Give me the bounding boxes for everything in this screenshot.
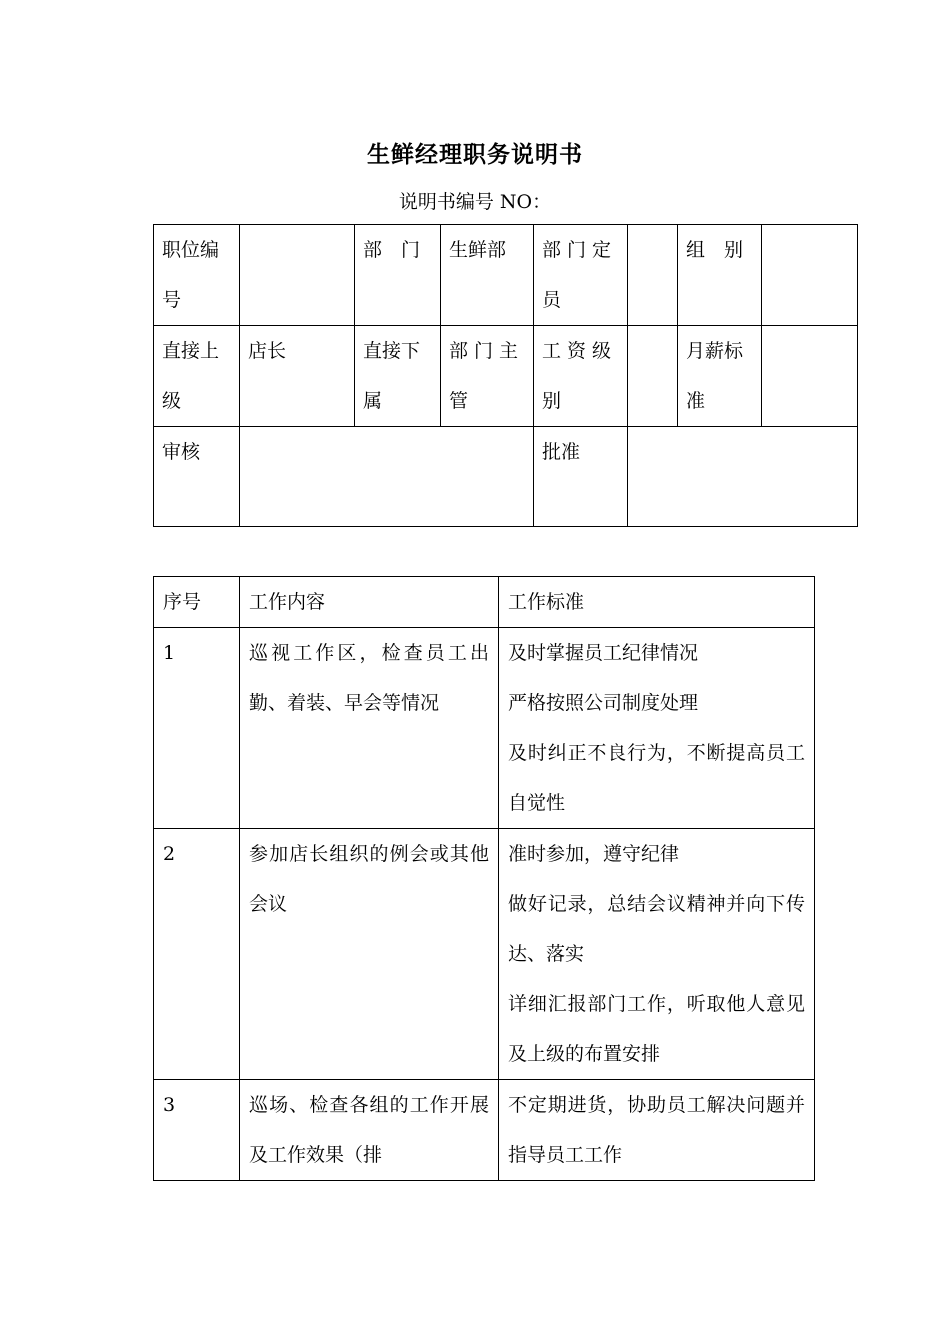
row-no: 1 xyxy=(154,628,240,829)
monthly-salary-value xyxy=(762,326,858,427)
department-value: 生鲜部 xyxy=(441,225,534,326)
header-standard: 工作标准 xyxy=(499,577,815,628)
document-number-label: 说明书编号 NO： xyxy=(398,191,552,213)
row-standards xyxy=(499,1080,815,1181)
table-row xyxy=(154,1080,815,1181)
dept-quota-label: 部门定员 xyxy=(534,225,628,326)
header-no: 序号 xyxy=(154,577,240,628)
approve-label: 批准 xyxy=(534,427,628,527)
standard-line: 不定期进货，协助员工解决问题并指导员工工作 xyxy=(508,1094,805,1166)
salary-grade-label: 工资级别 xyxy=(534,326,628,427)
position-no-label: 职位编号 xyxy=(154,225,240,326)
position-info-table xyxy=(153,224,858,527)
direct-subordinate-label: 直接下属 xyxy=(355,326,441,427)
standard-line: 严格按照公司制度处理 xyxy=(508,692,699,714)
direct-subordinate-value: 部门主管 xyxy=(441,326,534,427)
review-label: 审核 xyxy=(154,427,240,527)
row-standards xyxy=(499,628,815,829)
row-standards xyxy=(499,829,815,1080)
approve-value xyxy=(628,427,858,527)
dept-quota-value xyxy=(628,225,678,326)
monthly-salary-label: 月薪标准 xyxy=(678,326,762,427)
document-title: 生鲜经理职务说明书 xyxy=(367,141,583,168)
position-no-value xyxy=(240,225,355,326)
row-no: 2 xyxy=(154,829,240,1080)
standard-line: 及时纠正不良行为，不断提高员工自觉性 xyxy=(508,742,805,814)
standard-line: 做好记录，总结会议精神并向下传达、落实 xyxy=(508,893,805,965)
table-row xyxy=(154,829,815,1080)
group-label: 组 别 xyxy=(678,225,762,326)
department-label: 部 门 xyxy=(355,225,441,326)
standard-line: 准时参加，遵守纪律 xyxy=(508,843,680,865)
row-no: 3 xyxy=(154,1080,240,1181)
direct-superior-value: 店长 xyxy=(240,326,355,427)
header-content: 工作内容 xyxy=(240,577,499,628)
table-row xyxy=(154,628,815,829)
salary-grade-value xyxy=(628,326,678,427)
duty-table xyxy=(153,576,815,1181)
group-value xyxy=(762,225,858,326)
direct-superior-label: 直接上级 xyxy=(154,326,240,427)
review-value xyxy=(240,427,534,527)
row-content: 参加店长组织的例会或其他会议 xyxy=(240,829,499,1080)
standard-line: 详细汇报部门工作，听取他人意见及上级的布置安排 xyxy=(508,993,805,1065)
row-content: 巡视工作区，检查员工出勤、着装、早会等情况 xyxy=(240,628,499,829)
row-content: 巡场、检查各组的工作开展及工作效果（排 xyxy=(240,1080,499,1181)
standard-line: 及时掌握员工纪律情况 xyxy=(508,642,699,664)
